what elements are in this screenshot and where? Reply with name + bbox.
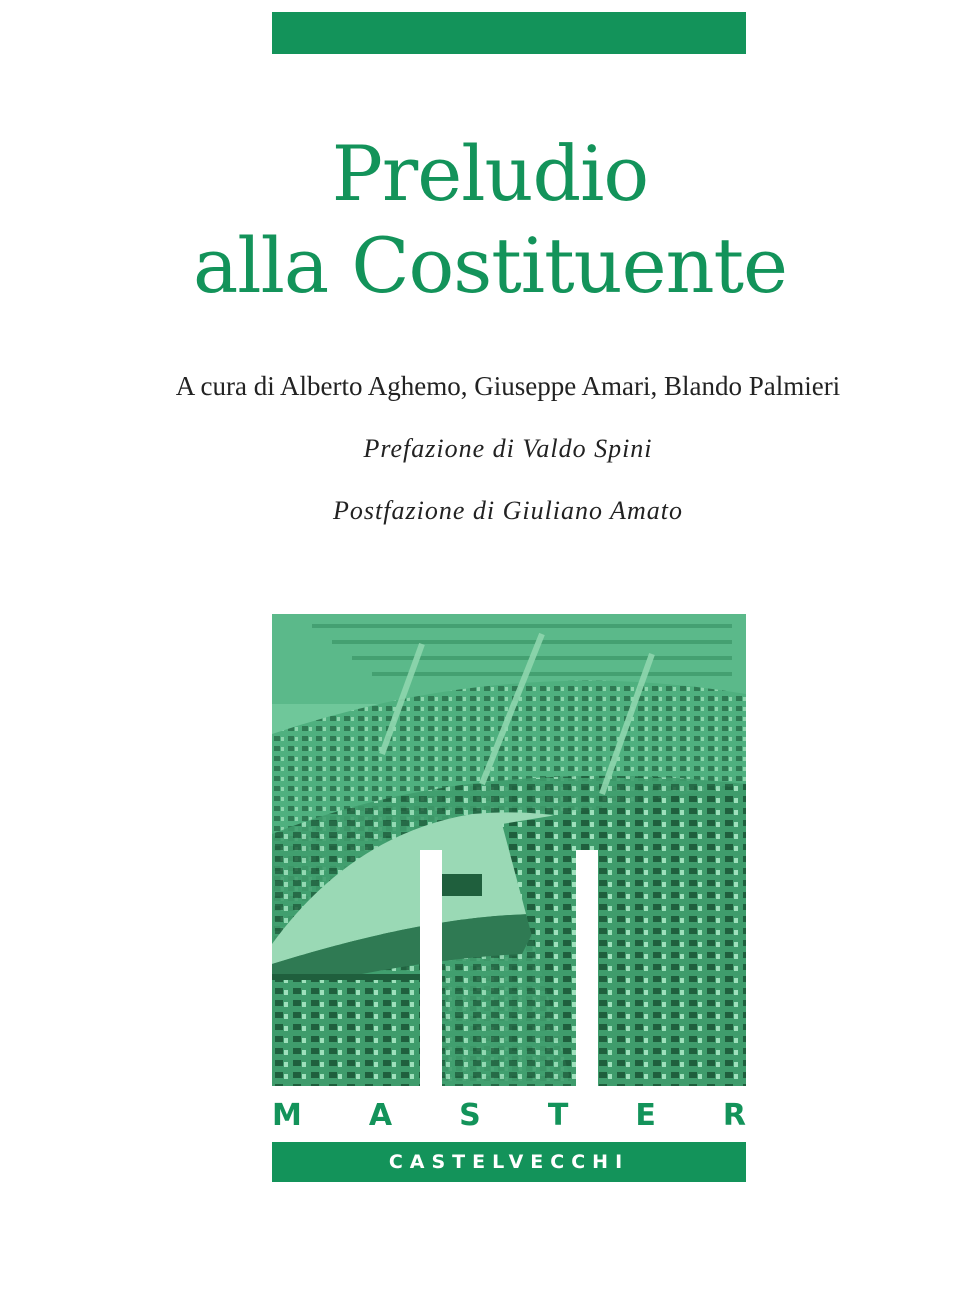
series-letter: A — [368, 1098, 393, 1133]
series-letter: M — [272, 1098, 302, 1133]
series-name — [272, 1098, 746, 1134]
series-letter: S — [459, 1098, 481, 1133]
white-tab-right — [576, 850, 598, 1086]
white-tab-left — [420, 850, 442, 1086]
postface-line: Postfazione di Giuliano Amato — [333, 496, 683, 525]
title-line-1: Preludio — [331, 129, 649, 218]
series-letter: T — [547, 1098, 569, 1133]
top-color-bar — [272, 12, 746, 54]
preface-line: Prefazione di Valdo Spini — [363, 434, 653, 463]
assembly-hall-illustration — [272, 614, 746, 1086]
series-letter: R — [722, 1098, 746, 1133]
cover-photo-assembly-hall — [272, 614, 746, 1086]
title-line-2: alla Costituente — [192, 221, 788, 310]
publisher-logo: CASTELVECCHI — [272, 1142, 746, 1182]
book-title — [0, 128, 980, 312]
editors-line: A cura di Alberto Aghemo, Giuseppe Amari, Blando Palmieri — [175, 371, 841, 401]
series-letter: E — [635, 1098, 656, 1133]
